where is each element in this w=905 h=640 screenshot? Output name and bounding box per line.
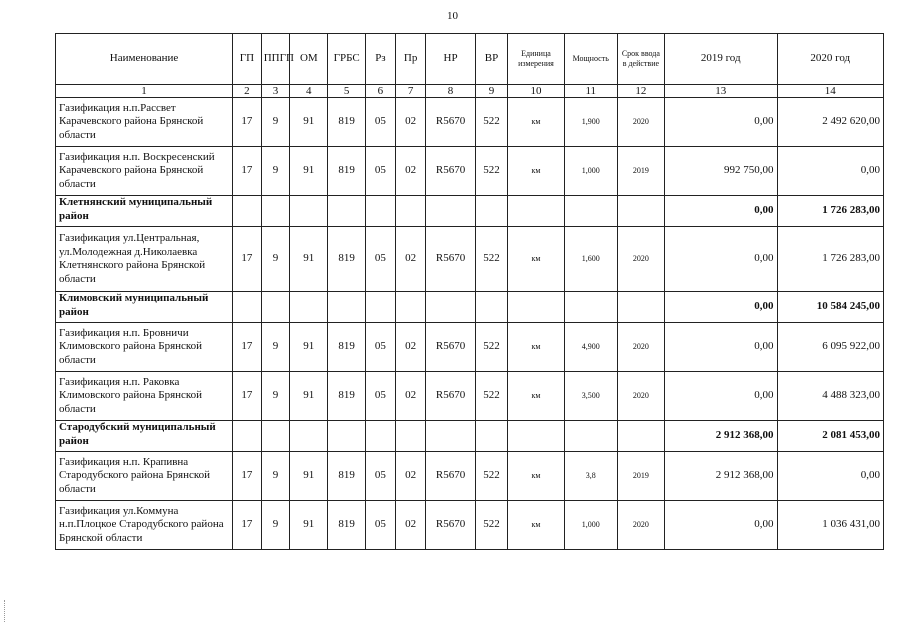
header-om: ОМ xyxy=(290,34,328,85)
district-subtotal-row xyxy=(56,292,884,323)
column-number: 11 xyxy=(564,85,617,98)
cell-ppgp: 9 xyxy=(261,227,290,292)
cell-unit: км xyxy=(508,501,564,550)
cell-commission-year: 2020 xyxy=(617,501,664,550)
cell-nr: R5670 xyxy=(426,323,475,372)
cell-commission-year: 2019 xyxy=(617,147,664,196)
cell-ppgp xyxy=(261,292,290,323)
table-row xyxy=(56,372,884,421)
cell-rz: 05 xyxy=(366,147,396,196)
cell-om: 91 xyxy=(290,452,328,501)
cell-commission-year: 2020 xyxy=(617,98,664,147)
project-name: Газификация н.п.Рассвет Карачевского района Брянской области xyxy=(56,98,233,147)
cell-rz: 05 xyxy=(366,452,396,501)
cell-om: 91 xyxy=(290,323,328,372)
cell-rz: 05 xyxy=(366,227,396,292)
cell-om: 91 xyxy=(290,501,328,550)
cell-grbs xyxy=(328,292,366,323)
column-number: 9 xyxy=(475,85,508,98)
cell-vr xyxy=(475,421,508,452)
project-name: Газификация н.п. Воскресенский Карачевского района Брянской области xyxy=(56,147,233,196)
district-subtotal-row xyxy=(56,196,884,227)
cell-gp: 17 xyxy=(233,372,262,421)
cell-2020: 0,00 xyxy=(777,147,884,196)
cell-2019: 0,00 xyxy=(664,501,777,550)
header-nr: НР xyxy=(426,34,475,85)
cell-2020: 2 492 620,00 xyxy=(777,98,884,147)
cell-nr xyxy=(426,421,475,452)
cell-gp: 17 xyxy=(233,452,262,501)
cell-power: 3,8 xyxy=(564,452,617,501)
cell-ppgp: 9 xyxy=(261,98,290,147)
cell-vr: 522 xyxy=(475,323,508,372)
cell-unit: км xyxy=(508,227,564,292)
table-row xyxy=(56,323,884,372)
column-number: 2 xyxy=(233,85,262,98)
cell-power: 1,600 xyxy=(564,227,617,292)
cell-unit xyxy=(508,292,564,323)
cell-2020: 4 488 323,00 xyxy=(777,372,884,421)
cell-gp xyxy=(233,421,262,452)
column-number: 1 xyxy=(56,85,233,98)
cell-gp: 17 xyxy=(233,98,262,147)
cell-gp xyxy=(233,292,262,323)
cell-power: 1,000 xyxy=(564,147,617,196)
cell-commission-year: 2020 xyxy=(617,323,664,372)
cell-unit: км xyxy=(508,147,564,196)
cell-2019: 0,00 xyxy=(664,323,777,372)
cell-nr xyxy=(426,292,475,323)
budget-table xyxy=(55,33,884,550)
header-pr: Пр xyxy=(395,34,426,85)
cell-power: 3,500 xyxy=(564,372,617,421)
cell-pr xyxy=(395,292,426,323)
project-name: Газификация ул.Коммуна н.п.Плоцкое Стародубского района Брянской области xyxy=(56,501,233,550)
column-number: 3 xyxy=(261,85,290,98)
cell-grbs: 819 xyxy=(328,452,366,501)
page-number: 10 xyxy=(447,10,458,22)
cell-nr: R5670 xyxy=(426,372,475,421)
cell-nr: R5670 xyxy=(426,98,475,147)
cell-unit: км xyxy=(508,452,564,501)
header-gp: ГП xyxy=(233,34,262,85)
cell-gp: 17 xyxy=(233,147,262,196)
header-rz: Рз xyxy=(366,34,396,85)
cell-nr: R5670 xyxy=(426,501,475,550)
cell-commission-year: 2020 xyxy=(617,227,664,292)
header-vr: ВР xyxy=(475,34,508,85)
cell-2020: 1 726 283,00 xyxy=(777,196,884,227)
cell-om: 91 xyxy=(290,147,328,196)
cell-ppgp xyxy=(261,421,290,452)
district-name: Климовский муниципальный район xyxy=(56,292,233,323)
cell-grbs: 819 xyxy=(328,372,366,421)
cell-rz: 05 xyxy=(366,501,396,550)
cell-vr xyxy=(475,196,508,227)
cell-ppgp: 9 xyxy=(261,323,290,372)
cell-2020: 2 081 453,00 xyxy=(777,421,884,452)
header-ppgp: ППГП xyxy=(261,34,290,85)
cell-commission-year: 2019 xyxy=(617,452,664,501)
cell-unit xyxy=(508,196,564,227)
cell-om: 91 xyxy=(290,227,328,292)
cell-2020: 1 036 431,00 xyxy=(777,501,884,550)
cell-nr: R5670 xyxy=(426,227,475,292)
cell-gp: 17 xyxy=(233,227,262,292)
table-row xyxy=(56,147,884,196)
cell-grbs xyxy=(328,196,366,227)
cell-om xyxy=(290,421,328,452)
cell-2019: 0,00 xyxy=(664,196,777,227)
header-commission-year: Срок ввода в действие xyxy=(617,34,664,85)
cell-2019: 992 750,00 xyxy=(664,147,777,196)
cell-ppgp: 9 xyxy=(261,147,290,196)
cell-power xyxy=(564,421,617,452)
district-subtotal-row xyxy=(56,421,884,452)
cell-nr: R5670 xyxy=(426,147,475,196)
cell-vr: 522 xyxy=(475,452,508,501)
cell-pr: 02 xyxy=(395,452,426,501)
cell-pr xyxy=(395,421,426,452)
cell-vr: 522 xyxy=(475,98,508,147)
column-number: 13 xyxy=(664,85,777,98)
table-row xyxy=(56,227,884,292)
cell-rz: 05 xyxy=(366,323,396,372)
cell-gp xyxy=(233,196,262,227)
cell-2019: 2 912 368,00 xyxy=(664,421,777,452)
cell-ppgp xyxy=(261,196,290,227)
district-name: Клетнянский муниципальный район xyxy=(56,196,233,227)
cell-pr: 02 xyxy=(395,372,426,421)
header-2019: 2019 год xyxy=(664,34,777,85)
cell-power xyxy=(564,292,617,323)
cell-rz xyxy=(366,196,396,227)
header-2020: 2020 год xyxy=(777,34,884,85)
cell-pr: 02 xyxy=(395,323,426,372)
cell-pr: 02 xyxy=(395,147,426,196)
cell-pr: 02 xyxy=(395,98,426,147)
cell-gp: 17 xyxy=(233,501,262,550)
cell-2020: 0,00 xyxy=(777,452,884,501)
table-row xyxy=(56,98,884,147)
cell-vr: 522 xyxy=(475,372,508,421)
cell-2020: 1 726 283,00 xyxy=(777,227,884,292)
cell-unit: км xyxy=(508,372,564,421)
cell-2020: 6 095 922,00 xyxy=(777,323,884,372)
cell-om: 91 xyxy=(290,372,328,421)
column-number: 6 xyxy=(366,85,396,98)
header-unit: Единица измерения xyxy=(508,34,564,85)
cell-om xyxy=(290,196,328,227)
cell-gp: 17 xyxy=(233,323,262,372)
cell-unit xyxy=(508,421,564,452)
cell-rz: 05 xyxy=(366,372,396,421)
project-name: Газификация н.п. Раковка Климовского района Брянской области xyxy=(56,372,233,421)
cell-grbs xyxy=(328,421,366,452)
cell-nr xyxy=(426,196,475,227)
cell-vr: 522 xyxy=(475,147,508,196)
cell-power xyxy=(564,196,617,227)
cell-unit: км xyxy=(508,98,564,147)
cell-ppgp: 9 xyxy=(261,452,290,501)
cell-commission-year xyxy=(617,292,664,323)
table-row xyxy=(56,501,884,550)
cell-vr: 522 xyxy=(475,227,508,292)
cell-2019: 0,00 xyxy=(664,292,777,323)
cell-power: 1,900 xyxy=(564,98,617,147)
cell-vr xyxy=(475,292,508,323)
cell-commission-year xyxy=(617,196,664,227)
column-number: 7 xyxy=(395,85,426,98)
cell-rz xyxy=(366,421,396,452)
header-name: Наименование xyxy=(56,34,233,85)
cell-2019: 0,00 xyxy=(664,98,777,147)
table-body xyxy=(56,98,884,550)
cell-power: 1,000 xyxy=(564,501,617,550)
project-name: Газификация н.п. Крапивна Стародубского района Брянской области xyxy=(56,452,233,501)
header-power: Мощность xyxy=(564,34,617,85)
header-row xyxy=(56,34,884,85)
project-name: Газификация ул.Центральная, ул.Молодежная д.Николаевка Клетнянского района Брянской области xyxy=(56,227,233,292)
column-number: 12 xyxy=(617,85,664,98)
cell-nr: R5670 xyxy=(426,452,475,501)
cell-2019: 2 912 368,00 xyxy=(664,452,777,501)
project-name: Газификация н.п. Бровничи Климовского района Брянской области xyxy=(56,323,233,372)
cell-ppgp: 9 xyxy=(261,501,290,550)
cell-power: 4,900 xyxy=(564,323,617,372)
cell-2019: 0,00 xyxy=(664,227,777,292)
cell-ppgp: 9 xyxy=(261,372,290,421)
cell-grbs: 819 xyxy=(328,323,366,372)
cell-pr xyxy=(395,196,426,227)
column-number: 4 xyxy=(290,85,328,98)
district-name: Стародубский муниципальный район xyxy=(56,421,233,452)
column-number: 10 xyxy=(508,85,564,98)
cell-rz xyxy=(366,292,396,323)
cell-pr: 02 xyxy=(395,501,426,550)
cell-grbs: 819 xyxy=(328,501,366,550)
cell-vr: 522 xyxy=(475,501,508,550)
cell-2020: 10 584 245,00 xyxy=(777,292,884,323)
cell-om: 91 xyxy=(290,98,328,147)
cell-om xyxy=(290,292,328,323)
column-number: 8 xyxy=(426,85,475,98)
cell-grbs: 819 xyxy=(328,227,366,292)
cell-grbs: 819 xyxy=(328,147,366,196)
table-row xyxy=(56,452,884,501)
column-number: 14 xyxy=(777,85,884,98)
cell-pr: 02 xyxy=(395,227,426,292)
cell-rz: 05 xyxy=(366,98,396,147)
cell-commission-year xyxy=(617,421,664,452)
cell-grbs: 819 xyxy=(328,98,366,147)
cell-2019: 0,00 xyxy=(664,372,777,421)
margin-mark xyxy=(4,600,6,622)
cell-unit: км xyxy=(508,323,564,372)
column-number-row xyxy=(56,85,884,98)
header-grbs: ГРБС xyxy=(328,34,366,85)
column-number: 5 xyxy=(328,85,366,98)
cell-commission-year: 2020 xyxy=(617,372,664,421)
